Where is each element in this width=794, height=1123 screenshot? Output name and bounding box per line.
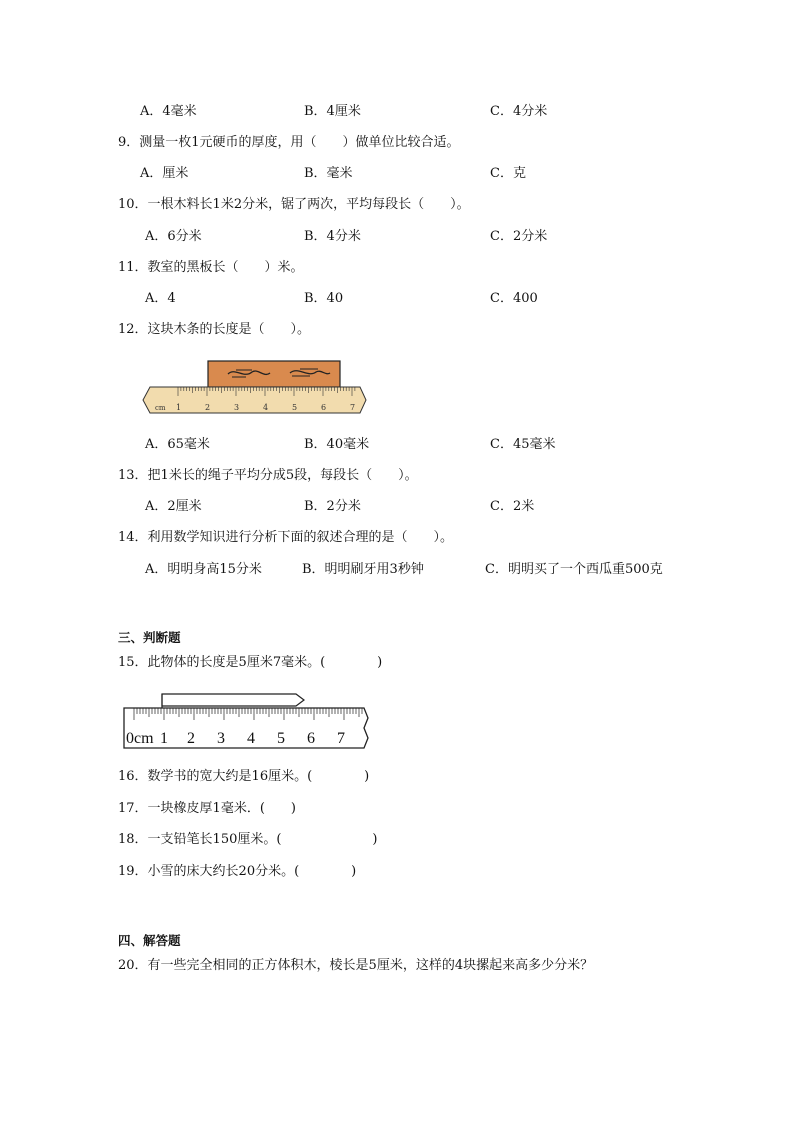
- ruler-label-7: 7: [350, 403, 356, 412]
- q9-option-a[interactable]: A．厘米: [140, 166, 189, 181]
- question-15: 15．此物体的长度是5厘米7毫米。( ): [118, 655, 383, 670]
- q10-option-b[interactable]: B．4分米: [304, 229, 361, 244]
- q12-option-c[interactable]: C．45毫米: [490, 437, 556, 452]
- question-18: 18．一支铅笔长150厘米。( ): [118, 832, 378, 847]
- question-20: 20．有一些完全相同的正方体积木，棱长是5厘米，这样的4块摞起来高多少分米？: [118, 958, 594, 973]
- question-12: 12．这块木条的长度是（ ）。: [118, 322, 311, 337]
- q14-option-a[interactable]: A．明明身高15分米: [145, 562, 262, 577]
- q12-option-b[interactable]: B．40毫米: [304, 437, 370, 452]
- question-9: 9．测量一枚1元硬币的厚度，用（ ）做单位比较合适。: [118, 135, 460, 150]
- q14-option-c[interactable]: C．明明买了一个西瓜重500克: [485, 562, 663, 577]
- object-ruler-figure: [120, 688, 370, 750]
- measured-object: [162, 694, 304, 706]
- ruler-label-2: 2: [205, 403, 211, 412]
- q11-option-b[interactable]: B．40: [304, 291, 344, 306]
- q11-option-a[interactable]: A．4: [145, 291, 176, 306]
- ruler-label-cm: cm: [155, 404, 166, 412]
- wood-block: [208, 361, 340, 387]
- q13-option-b[interactable]: B．2分米: [304, 499, 361, 514]
- section-title-judgement: 三、判断题: [118, 630, 181, 645]
- ruler2-label-7: 7: [337, 730, 345, 747]
- q12-option-a[interactable]: A．65毫米: [145, 437, 210, 452]
- ruler-label-5: 5: [292, 403, 298, 412]
- ruler2-label-4: 4: [247, 730, 255, 747]
- ruler-label-4: 4: [263, 403, 269, 412]
- question-19: 19．小雪的床大约长20分米。( ): [118, 864, 357, 879]
- question-11: 11．教室的黑板长（ ）米。: [118, 260, 304, 275]
- q13-option-c[interactable]: C．2米: [490, 499, 535, 514]
- q8-option-b[interactable]: B．4厘米: [304, 104, 361, 119]
- ruler-label-3: 3: [234, 403, 240, 412]
- question-13: 13．把1米长的绳子平均分成5段，每段长（ ）。: [118, 468, 418, 483]
- question-17: 17．一块橡皮厚1毫米．( ): [118, 801, 296, 816]
- ruler2-label-1: 1: [160, 730, 168, 747]
- q13-option-a[interactable]: A．2厘米: [145, 499, 202, 514]
- question-16: 16．数学书的宽大约是16厘米。( ): [118, 769, 370, 784]
- q14-option-b[interactable]: B．明明刷牙用3秒钟: [302, 562, 424, 577]
- q8-option-c[interactable]: C．4分米: [490, 104, 548, 119]
- ruler2-label-5: 5: [277, 730, 285, 747]
- q8-option-a[interactable]: A．4毫米: [140, 104, 197, 119]
- section-title-answer: 四、解答题: [118, 933, 181, 948]
- ruler2-label-2: 2: [187, 730, 195, 747]
- q9-option-c[interactable]: C．克: [490, 166, 526, 181]
- ruler2-label-3: 3: [217, 730, 225, 747]
- wood-ruler-figure: [140, 356, 372, 422]
- q10-option-c[interactable]: C．2分米: [490, 229, 548, 244]
- question-10: 10．一根木料长1米2分米，锯了两次，平均每段长（ ）。: [118, 197, 470, 212]
- ruler2-label-0cm: 0cm: [126, 730, 154, 747]
- question-14: 14．利用数学知识进行分析下面的叙述合理的是（ ）。: [118, 530, 454, 545]
- ruler-label-6: 6: [321, 403, 327, 412]
- ruler2-label-6: 6: [307, 730, 315, 747]
- q9-option-b[interactable]: B．毫米: [304, 166, 353, 181]
- ruler-label-1: 1: [176, 403, 182, 412]
- q10-option-a[interactable]: A．6分米: [145, 229, 202, 244]
- q11-option-c[interactable]: C．400: [490, 291, 538, 306]
